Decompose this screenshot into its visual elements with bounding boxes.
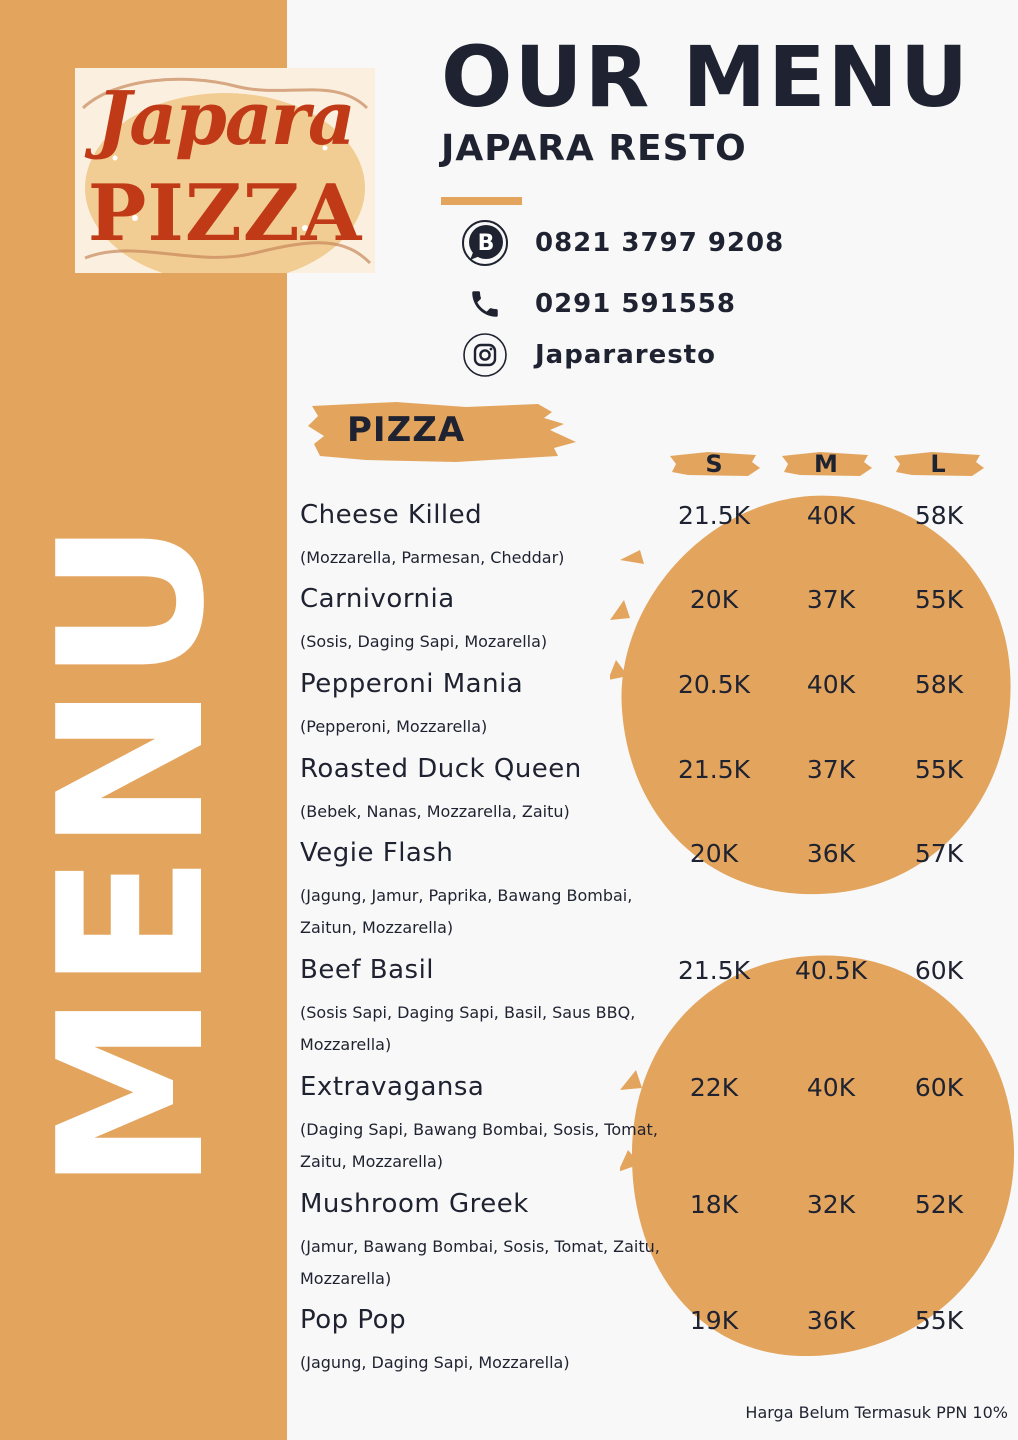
instagram-icon: [462, 332, 508, 378]
menu-item-description: (Bebek, Nanas, Mozzarella, Zaitu): [300, 802, 570, 821]
vertical-menu-label: MENU: [16, 518, 249, 1192]
size-label: S: [705, 450, 723, 478]
price-l: 57K: [914, 839, 964, 868]
size-label: L: [930, 450, 946, 478]
menu-item-name: Carnivornia: [300, 584, 455, 614]
price-m: 36K: [806, 839, 856, 868]
menu-item-name: Cheese Killed: [300, 500, 483, 530]
phone-icon: [462, 281, 508, 327]
contact-instagram[interactable]: [462, 332, 716, 378]
menu-item-description: (Sosis, Daging Sapi, Mozarella): [300, 632, 548, 651]
price-blob-bottom-icon: [620, 950, 1018, 1360]
price-l: 58K: [914, 670, 964, 699]
price-m: 37K: [806, 585, 856, 614]
price-s: 21.5K: [677, 501, 751, 530]
menu-item-description: (Pepperoni, Mozzarella): [300, 717, 488, 736]
price-l: 58K: [914, 501, 964, 530]
menu-item-description: (Daging Sapi, Bawang Bombai, Sosis, Tomat, Zaitu, Mozzarella): [300, 1120, 658, 1171]
instagram-handle: Japararesto: [535, 340, 716, 370]
menu-item-description: (Jamur, Bawang Bombai, Sosis, Tomat, Zaitu, Mozzarella): [300, 1237, 660, 1288]
phone-number: 0291 591558: [535, 289, 736, 319]
price-s: 18K: [689, 1190, 739, 1219]
price-s: 21.5K: [677, 956, 751, 985]
menu-item-name: Mushroom Greek: [300, 1189, 529, 1219]
logo-text-japara: Japara: [96, 76, 354, 162]
contact-whatsapp[interactable]: [462, 220, 784, 266]
page-title: OUR MENU: [441, 28, 971, 126]
price-l: 60K: [914, 956, 964, 985]
price-l: 55K: [914, 755, 964, 784]
menu-item-name: Beef Basil: [300, 955, 435, 985]
price-m: 32K: [806, 1190, 856, 1219]
price-s: 19K: [689, 1306, 739, 1335]
japara-pizza-logo: [75, 68, 375, 273]
size-label: M: [814, 450, 838, 478]
price-l: 55K: [914, 1306, 964, 1335]
price-s: 22K: [689, 1073, 739, 1102]
size-header-s: [668, 450, 760, 478]
whatsapp-number: 0821 3797 9208: [535, 228, 785, 258]
menu-item-name: Roasted Duck Queen: [300, 754, 582, 784]
price-m: 40.5K: [794, 956, 868, 985]
menu-item-name: Pepperoni Mania: [300, 669, 524, 699]
price-s: 20K: [689, 585, 739, 614]
logo-text-pizza: PIZZA: [87, 168, 363, 259]
price-m: 37K: [806, 755, 856, 784]
menu-item-description: (Jagung, Jamur, Paprika, Bawang Bombai, Zaitun, Mozzarella): [300, 886, 633, 937]
price-l: 52K: [914, 1190, 964, 1219]
menu-item-name: Pop Pop: [300, 1305, 407, 1335]
price-l: 55K: [914, 585, 964, 614]
whatsapp-business-icon: [462, 220, 508, 266]
menu-item-description: (Mozzarella, Parmesan, Cheddar): [300, 548, 565, 567]
price-s: 20.5K: [677, 670, 751, 699]
price-m: 40K: [806, 670, 856, 699]
menu-item-name: Vegie Flash: [300, 838, 454, 868]
price-m: 40K: [806, 1073, 856, 1102]
menu-item-name: Extravagansa: [300, 1072, 485, 1102]
menu-item-description: (Jagung, Daging Sapi, Mozzarella): [300, 1353, 570, 1372]
contact-phone[interactable]: [462, 281, 736, 327]
price-l: 60K: [914, 1073, 964, 1102]
section-title: PIZZA: [347, 410, 466, 450]
tax-note: Harga Belum Termasuk PPN 10%: [745, 1403, 1008, 1422]
size-header-l: [892, 450, 984, 478]
size-header-m: [780, 450, 872, 478]
price-s: 21.5K: [677, 755, 751, 784]
price-m: 40K: [806, 501, 856, 530]
menu-item-description: (Sosis Sapi, Daging Sapi, Basil, Saus BBQ, Mozzarella): [300, 1003, 636, 1054]
price-s: 20K: [689, 839, 739, 868]
page-subtitle: JAPARA RESTO: [441, 128, 747, 169]
price-m: 36K: [806, 1306, 856, 1335]
title-underline: [441, 197, 522, 205]
svg-text:B: B: [477, 231, 495, 256]
